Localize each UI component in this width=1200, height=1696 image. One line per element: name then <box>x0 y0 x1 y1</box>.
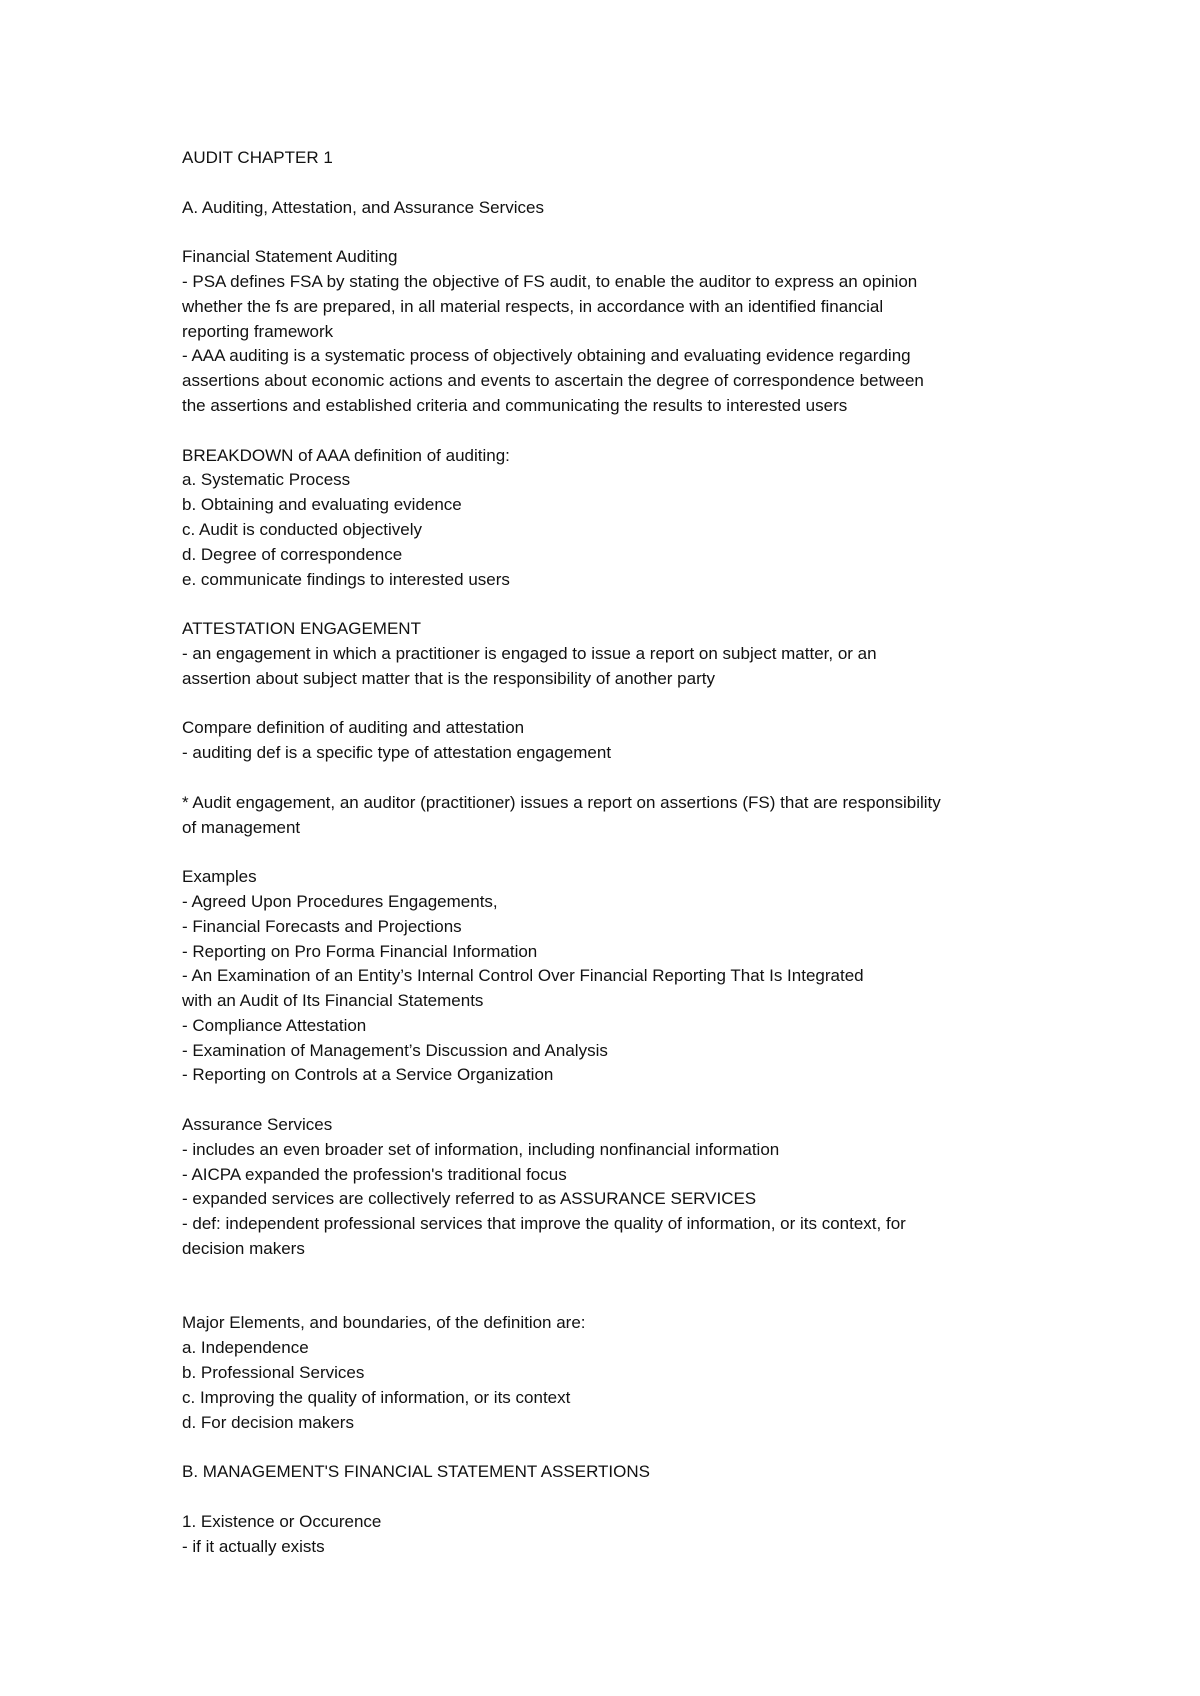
document-title: AUDIT CHAPTER 1 <box>182 148 333 167</box>
spacer <box>182 220 1062 245</box>
existence-section <box>182 1510 1062 1560</box>
elements-section <box>182 1311 1062 1435</box>
breakdown-item: a. Systematic Process <box>182 470 351 490</box>
assurance-line: - expanded services are collectively referred to as ASSURANCE SERVICES <box>182 1189 757 1209</box>
spacer <box>182 692 1062 717</box>
spacer <box>182 1262 1062 1312</box>
example-item: - Reporting on Controls at a Service Organization <box>182 1065 554 1085</box>
element-item: a. Independence <box>182 1338 309 1358</box>
fsa-line: - PSA defines FSA by stating the objective of FS audit, to enable the auditor to express an opinion <box>182 271 918 291</box>
spacer <box>182 840 1062 865</box>
compare-line: - auditing def is a specific type of attestation engagement <box>182 743 612 763</box>
spacer <box>182 592 1062 617</box>
fsa-line: the assertions and established criteria and communicating the results to interested users <box>182 395 848 415</box>
fsa-section <box>182 245 1062 419</box>
elements-heading: Major Elements, and boundaries, of the definition are: <box>182 1313 586 1333</box>
spacer <box>182 1485 1062 1510</box>
assurance-section <box>182 1113 1062 1262</box>
fsa-line: whether the fs are prepared, in all material respects, in accordance with an identified financial <box>182 296 884 316</box>
spacer <box>182 171 1062 196</box>
breakdown-item: e. communicate findings to interested users <box>182 569 510 589</box>
document-body <box>182 146 1062 1559</box>
element-item: c. Improving the quality of information, or its context <box>182 1387 571 1407</box>
fsa-line: - AAA auditing is a systematic process of objectively obtaining and evaluating evidence regarding <box>182 346 911 366</box>
fsa-line: reporting framework <box>182 321 334 341</box>
examples-heading: Examples <box>182 867 257 887</box>
breakdown-item: c. Audit is conducted objectively <box>182 519 423 539</box>
assurance-heading: Assurance Services <box>182 1115 333 1135</box>
example-item: - Reporting on Pro Forma Financial Information <box>182 941 538 961</box>
assurance-line: - AICPA expanded the profession's traditional focus <box>182 1164 567 1184</box>
breakdown-heading: BREAKDOWN of AAA definition of auditing: <box>182 445 510 465</box>
assurance-line: - includes an even broader set of information, including nonfinancial information <box>182 1139 780 1159</box>
compare-section <box>182 716 1062 766</box>
breakdown-section <box>182 444 1062 593</box>
section-a-heading: A. Auditing, Attestation, and Assurance Services <box>182 197 544 217</box>
existence-heading: 1. Existence or Occurence <box>182 1511 382 1531</box>
example-item: - Compliance Attestation <box>182 1015 367 1035</box>
examples-section <box>182 865 1062 1088</box>
attestation-section <box>182 617 1062 691</box>
spacer <box>182 1088 1062 1113</box>
section-b-heading: B. MANAGEMENT'S FINANCIAL STATEMENT ASSERTIONS <box>182 1462 650 1482</box>
assurance-line: decision makers <box>182 1239 305 1259</box>
breakdown-item: d. Degree of correspondence <box>182 544 403 564</box>
example-item: - Financial Forecasts and Projections <box>182 916 462 936</box>
note-section <box>182 791 1062 841</box>
attestation-line: - an engagement in which a practitioner is engaged to issue a report on subject matter, or an <box>182 643 877 663</box>
existence-line: - if it actually exists <box>182 1536 325 1556</box>
example-item: with an Audit of Its Financial Statements <box>182 991 484 1011</box>
assurance-line: - def: independent professional services that improve the quality of information, or its context, for <box>182 1214 906 1234</box>
fsa-heading: Financial Statement Auditing <box>182 247 398 267</box>
example-item: - An Examination of an Entity’s Internal Control Over Financial Reporting That Is Integrated <box>182 966 864 986</box>
spacer <box>182 419 1062 444</box>
example-item: - Agreed Upon Procedures Engagements, <box>182 891 498 911</box>
element-item: d. For decision makers <box>182 1412 354 1432</box>
breakdown-item: b. Obtaining and evaluating evidence <box>182 495 462 515</box>
note-line: of management <box>182 817 301 837</box>
attestation-heading: ATTESTATION ENGAGEMENT <box>182 619 421 639</box>
element-item: b. Professional Services <box>182 1363 365 1383</box>
spacer <box>182 766 1062 791</box>
note-line: * Audit engagement, an auditor (practitioner) issues a report on assertions (FS) that are responsibility <box>182 792 941 812</box>
spacer <box>182 1435 1062 1460</box>
attestation-line: assertion about subject matter that is the responsibility of another party <box>182 668 715 688</box>
fsa-line: assertions about economic actions and events to ascertain the degree of correspondence between <box>182 371 924 391</box>
compare-heading: Compare definition of auditing and attestation <box>182 718 525 738</box>
example-item: - Examination of Management’s Discussion and Analysis <box>182 1040 608 1060</box>
